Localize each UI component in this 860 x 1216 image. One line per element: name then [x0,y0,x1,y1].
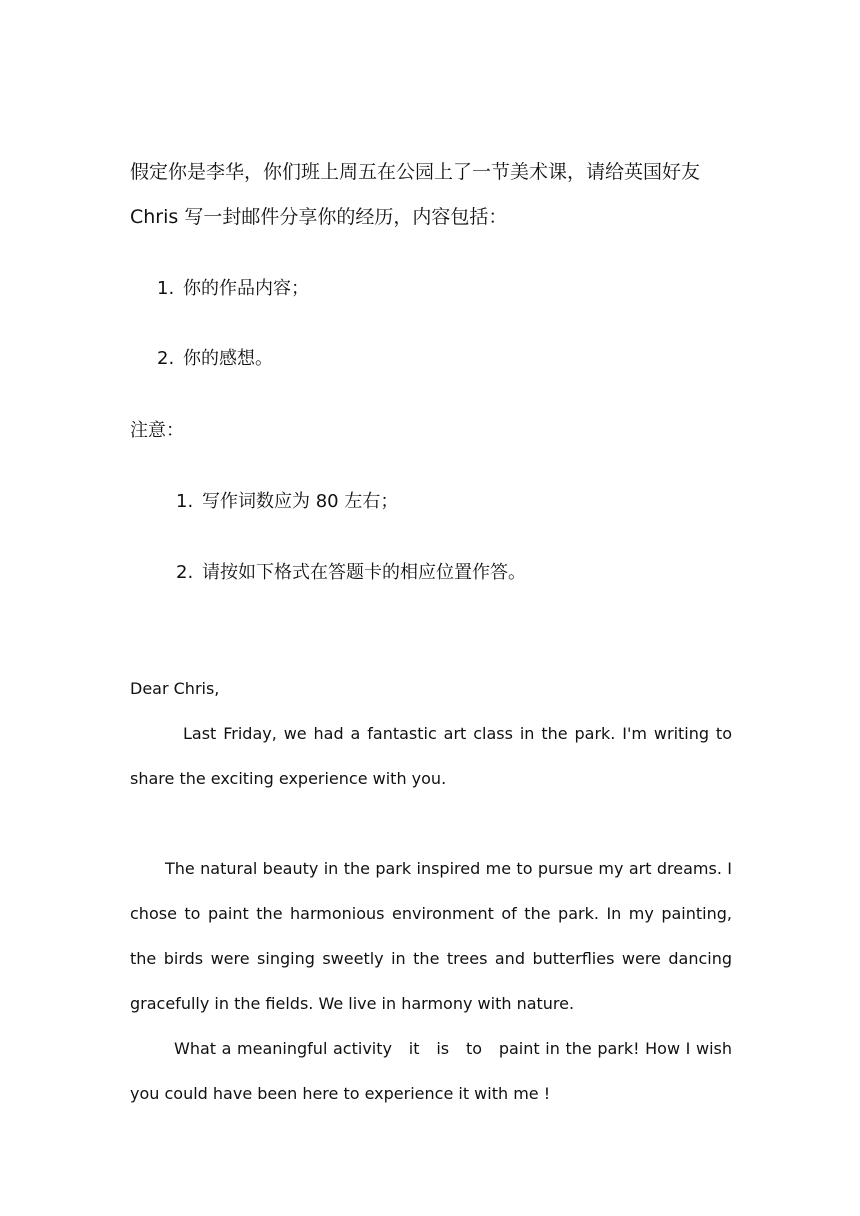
letter-p2-line-4: gracefully in the fields. We live in harmony with nature. [130,994,575,1013]
letter-p3-line-2: you could have been here to experience it with me ! [130,1084,551,1103]
letter-salutation: Dear Chris, [130,679,220,698]
prompt-item-text: 你的作品内容； [183,278,309,299]
prompt-line-1: 假定你是李华，你们班上周五在公园上了一节美术课，请给英国好友 [130,161,701,183]
prompt-item-2 [157,347,273,371]
prompt-item-number: 2. [157,348,175,369]
prompt-item-1 [157,277,309,301]
note-item-2 [176,561,526,585]
letter-p3-line-1: What a meaningful activity it is to paint in the park! How I wish [174,1039,732,1058]
notes-heading: 注意： [130,420,184,441]
letter-p2-line-3: the birds were singing sweetly in the trees and butterflies were dancing [130,949,732,968]
prompt-item-text: 你的感想。 [183,348,273,369]
note-item-text: 写作词数应为 80 左右； [202,491,399,512]
prompt-line-2: Chris 写一封邮件分享你的经历，内容包括： [130,206,508,228]
note-item-text: 请按如下格式在答题卡的相应位置作答。 [202,562,526,583]
prompt-item-number: 1. [157,278,175,299]
note-item-number: 1. [176,491,194,512]
note-item-1 [176,490,398,514]
letter-p1-line-1: Last Friday, we had a fantastic art class in the park. I'm writing to [183,724,732,743]
letter-p2-line-1: The natural beauty in the park inspired me to pursue my art dreams. I [165,859,732,878]
letter-p2-line-2: chose to paint the harmonious environment of the park. In my painting, [130,904,732,923]
note-item-number: 2. [176,562,194,583]
letter-p1-line-2: share the exciting experience with you. [130,769,447,788]
